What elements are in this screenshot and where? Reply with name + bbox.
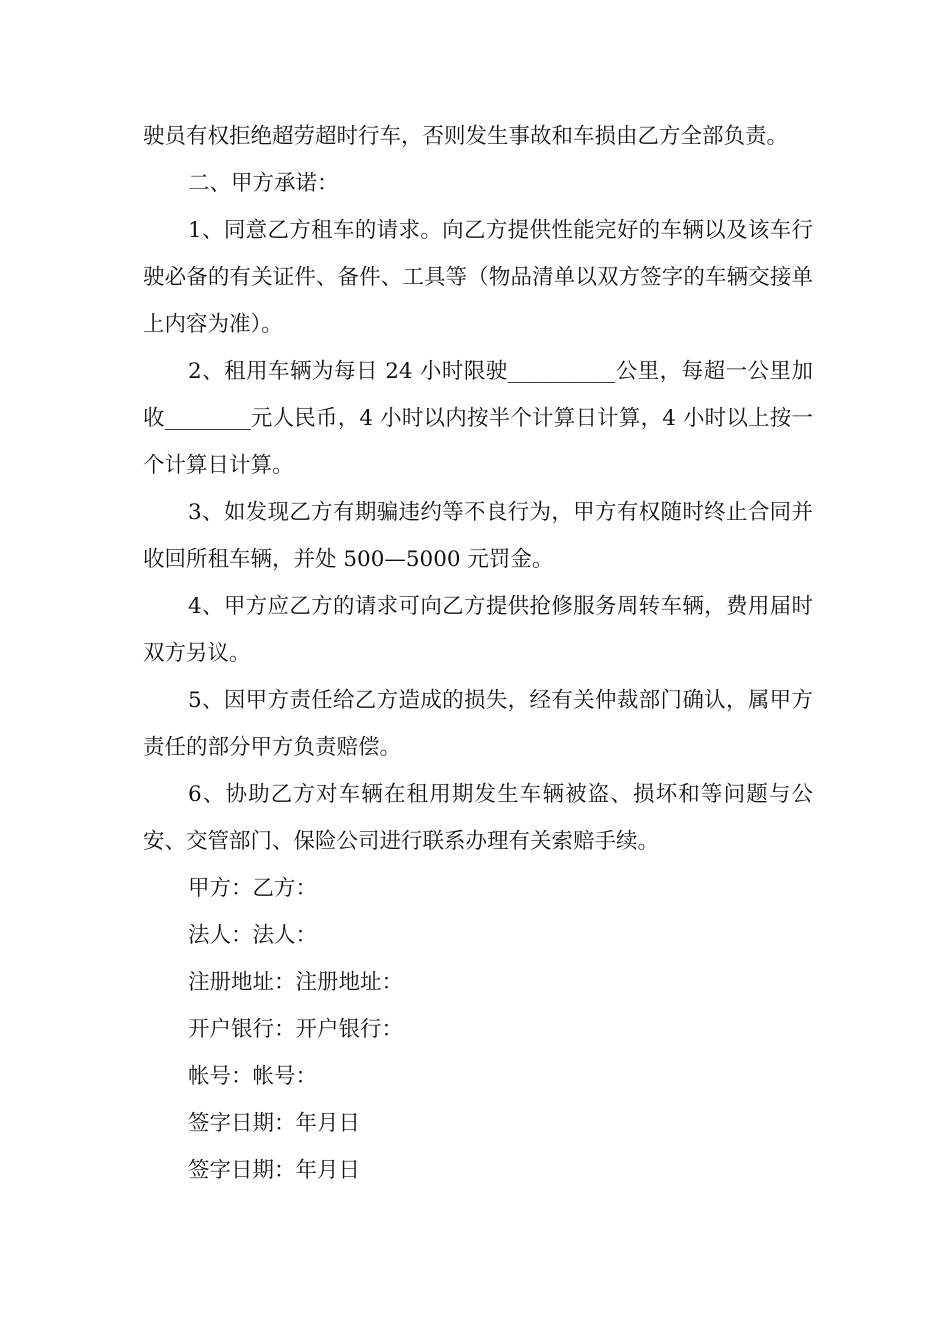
clause-3: 3、如发现乙方有期骗违约等不良行为，甲方有权随时终止合同并收回所租车辆，并处 500—5000 元罚金。	[143, 500, 813, 572]
clause-1: 1、同意乙方租车的请求。向乙方提供性能完好的车辆以及该车行驶必备的有关证件、备件、工具等（物品清单以双方签字的车辆交接单上内容为准）。	[143, 218, 813, 337]
signature-block	[143, 865, 813, 1194]
signature-date-b: 签字日期：年月日	[188, 1158, 361, 1183]
signature-parties: 甲方：乙方：	[188, 876, 318, 901]
clause-5: 5、因甲方责任给乙方造成的损失，经有关仲裁部门确认，属甲方责任的部分甲方负责赔偿。	[143, 688, 813, 760]
signature-account-number: 帐号：帐号：	[188, 1064, 318, 1089]
signature-bank: 开户银行：开户银行：	[188, 1017, 404, 1042]
paragraph-driver-rights: 驶员有权拒绝超劳超时行车，否则发生事故和车损由乙方全部负责。	[143, 124, 789, 149]
clause-6: 6、协助乙方对车辆在租用期发生车辆被盗、损坏和等问题与公安、交管部门、保险公司进行联系办理有关索赔手续。	[143, 782, 813, 854]
document-body	[143, 113, 813, 1194]
clause-4: 4、甲方应乙方的请求可向乙方提供抢修服务周转车辆，费用届时双方另议。	[143, 594, 813, 666]
signature-registered-address: 注册地址：注册地址：	[188, 970, 404, 995]
clause-2: 2、租用车辆为每日 24 小时限驶__________公里，每超一公里加收________元人民币，4 小时以内按半个计算日计算，4 小时以上按一个计算日计算。	[143, 359, 813, 478]
signature-date-a: 签字日期：年月日	[188, 1111, 361, 1136]
section-heading-party-a-commitments: 二、甲方承诺：	[188, 171, 339, 196]
signature-legal-person: 法人：法人：	[188, 923, 318, 948]
